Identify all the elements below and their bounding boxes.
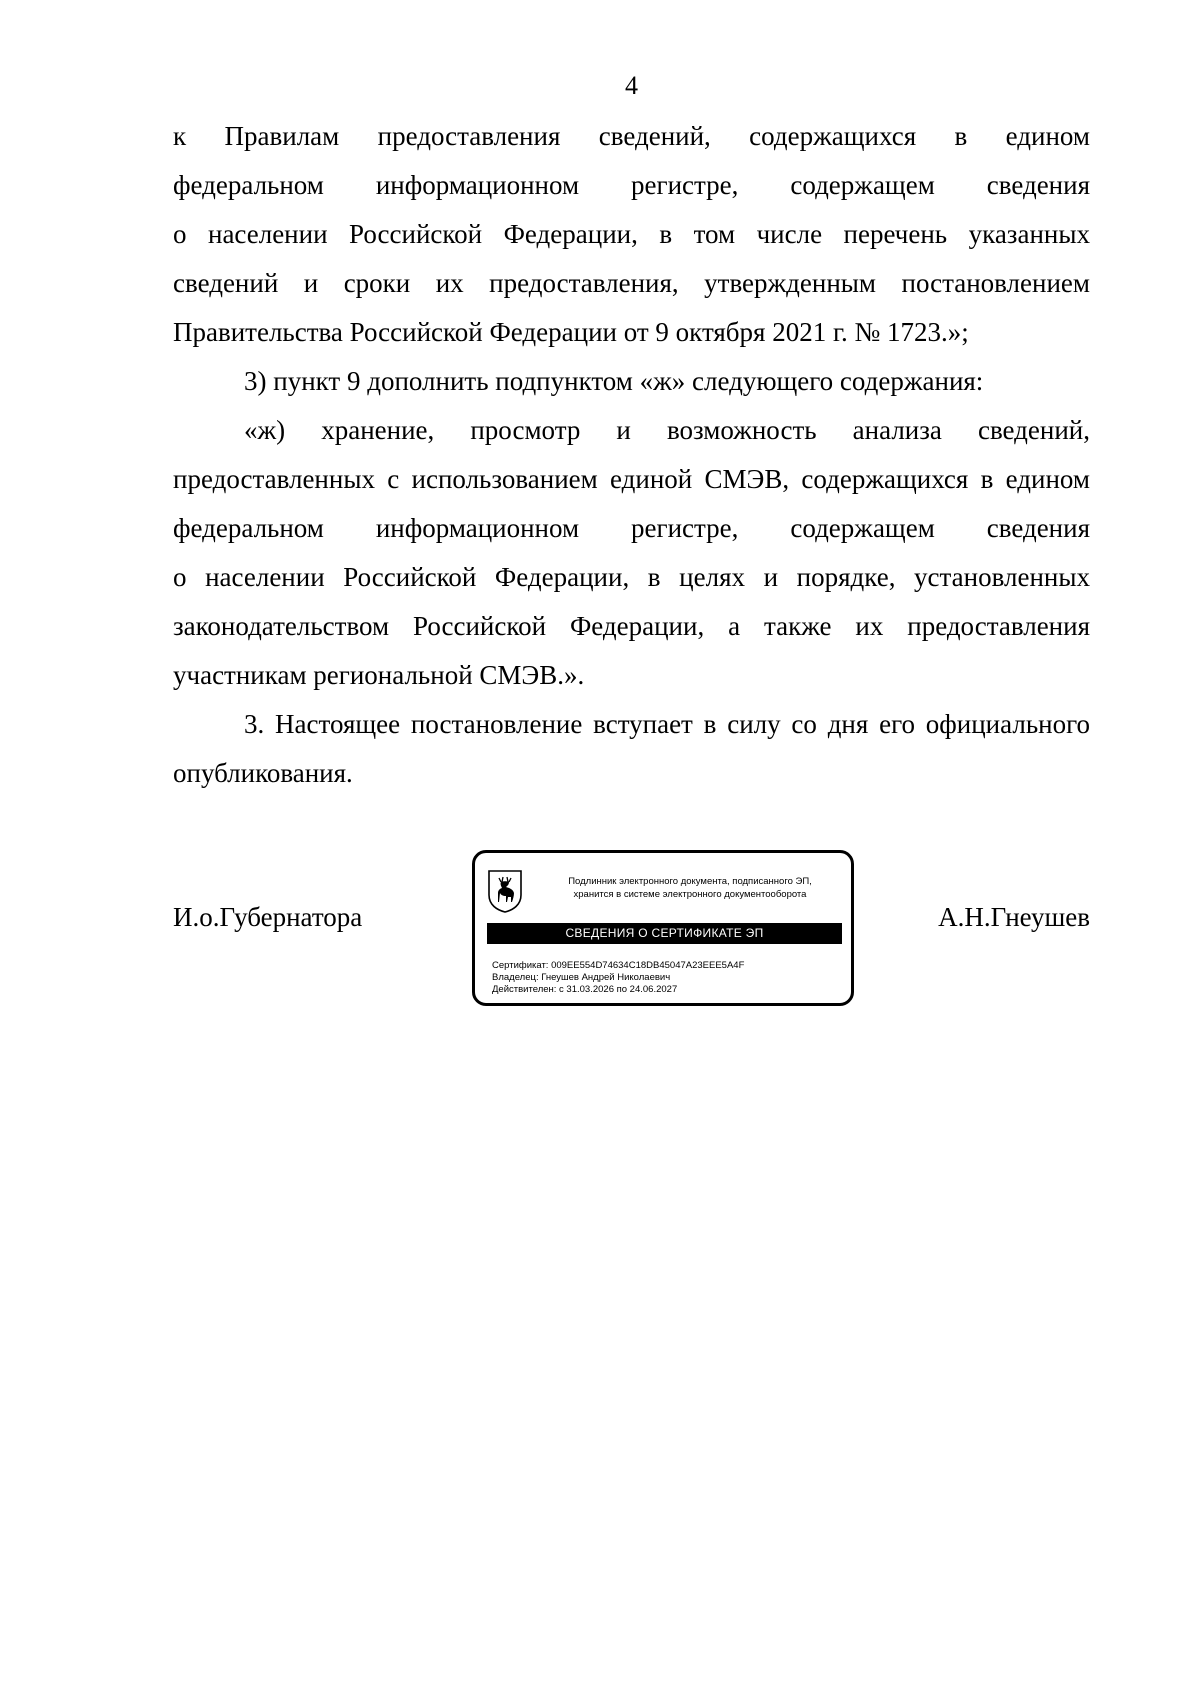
paragraph-item-3 — [173, 357, 1090, 406]
text-line: сведений и сроки их предоставления, утвержденным постановлением — [173, 268, 1090, 298]
document-body — [173, 112, 1090, 798]
stamp-note — [535, 875, 845, 901]
page-number: 4 — [625, 71, 638, 100]
text-line: о населении Российской Федерации, в том числе перечень указанных — [173, 219, 1090, 249]
text-line: предоставленных с использованием единой СМЭВ, содержащихся в едином — [173, 464, 1090, 494]
text-line: опубликования. — [173, 758, 353, 788]
text-line: Правительства Российской Федерации от 9 октября 2021 г. № 1723.»; — [173, 317, 969, 347]
signatory-position: И.о.Губернатора — [173, 902, 363, 932]
stamp-note-line: Подлинник электронного документа, подписанного ЭП, — [568, 876, 812, 887]
text-line: федеральном информационном регистре, содержащем сведения — [173, 170, 1090, 200]
text-line: 3) пункт 9 дополнить подпунктом «ж» следующего содержания: — [244, 366, 984, 396]
text-line: федеральном информационном регистре, содержащем сведения — [173, 513, 1090, 543]
coat-of-arms-icon — [487, 869, 523, 913]
paragraph-rules-reference — [173, 112, 1090, 357]
certificate-details — [492, 960, 847, 996]
text-line: к Правилам предоставления сведений, содержащихся в едином — [173, 121, 1090, 151]
stamp-note-line: хранится в системе электронного документооборота — [573, 889, 807, 900]
text-line: о населении Российской Федерации, в целях и порядке, установленных — [173, 562, 1090, 592]
signatory-name: А.Н.Гнеушев — [938, 902, 1090, 932]
text-line: законодательством Российской Федерации, а также их предоставления — [173, 611, 1090, 641]
stamp-title-bar: СВЕДЕНИЯ О СЕРТИФИКАТЕ ЭП — [487, 923, 842, 944]
certificate-number: Сертификат: 009EE554D74634C18DB45047A23EEE5A4F — [492, 960, 745, 971]
certificate-validity: Действителен: с 31.03.2026 по 24.06.2027 — [492, 984, 678, 995]
text-line: участникам региональной СМЭВ.». — [173, 660, 585, 690]
text-line: «ж) хранение, просмотр и возможность анализа сведений, — [244, 415, 1090, 445]
certificate-owner: Владелец: Гнеушев Андрей Николаевич — [492, 972, 671, 983]
paragraph-subitem-zh — [173, 406, 1090, 700]
electronic-signature-stamp — [472, 850, 854, 1006]
text-line: 3. Настоящее постановление вступает в силу со дня его официального — [244, 709, 1090, 739]
paragraph-effective-date — [173, 700, 1090, 798]
